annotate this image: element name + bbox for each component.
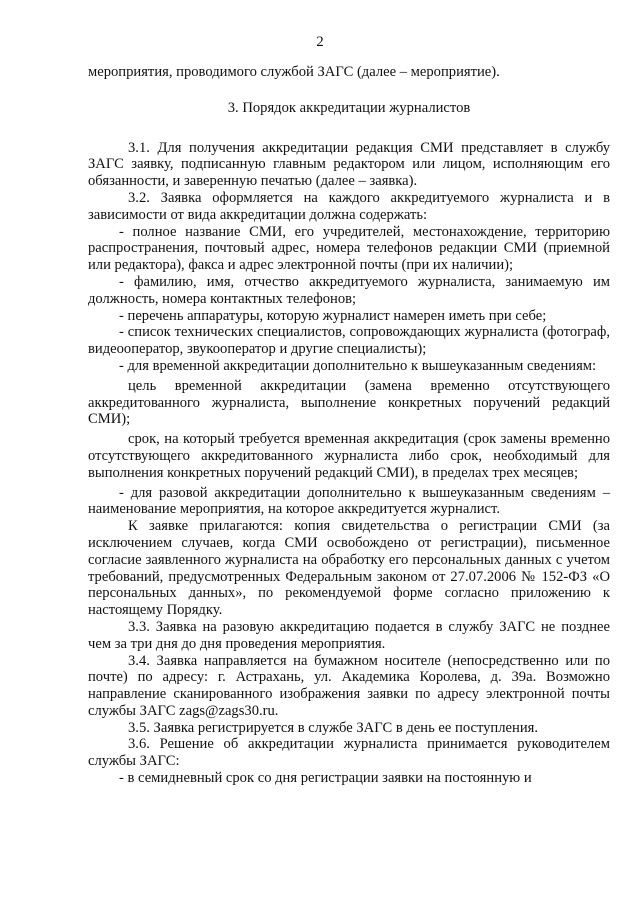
paragraph-3-2: 3.2. Заявка оформляется на каждого аккредитуемого журналиста и в зависимости от вида аккредитации должна содержать:	[88, 189, 610, 223]
list-item: - перечень аппаратуры, которую журналист намерен иметь при себе;	[119, 307, 547, 324]
intro-line: мероприятия, проводимого службой ЗАГС (далее – мероприятие).	[88, 64, 500, 80]
paragraph-3-5: 3.5. Заявка регистрируется в службе ЗАГС в день ее поступления.	[128, 719, 538, 736]
list-item: - в семидневный срок со дня регистрации заявки на постоянную и	[119, 770, 532, 787]
paragraph-3-4: 3.4. Заявка направляется на бумажном носителе (непосредственно или по почте) по адресу: г. Астрахань, ул. Академика Королева, д. 39а. Возможно направление сканированного изображения заявки по адресу электронной почты службы ЗАГС zags@zags30.ru.	[88, 652, 610, 719]
section-heading: 3. Порядок аккредитации журналистов	[227, 99, 471, 116]
list-item: - для разовой аккредитации дополнительно к вышеуказанным сведениям – наименование мероприятия, на которое аккредитуется журналист.	[88, 484, 610, 518]
list-item: - полное название СМИ, его учредителей, местонахождение, территорию распространения, почтовый адрес, номера телефонов редакции СМИ (приемной или редактора), факса и адрес электронной почты (при их наличии);	[88, 223, 610, 274]
sub-item: цель временной аккредитации (замена временно отсутствующего аккредитованного журналиста, выполнение конкретных поручений редакций СМИ);	[88, 377, 610, 428]
document-body	[88, 64, 610, 787]
sub-item: срок, на который требуется временная аккредитация (срок замены временно отсутствующего аккредитованного журналиста либо срок, необходимый для выполнения конкретных поручений редакций СМИ), в пределах трех месяцев;	[88, 431, 610, 481]
list-item: - фамилию, имя, отчество аккредитуемого журналиста, занимаемую им должность, номера контактных телефонов;	[88, 273, 610, 307]
paragraph-3-6: 3.6. Решение об аккредитации журналиста принимается руководителем службы ЗАГС:	[88, 736, 610, 770]
list-item: - для временной аккредитации дополнительно к вышеуказанным сведениям:	[119, 357, 597, 374]
paragraph-3-1: 3.1. Для получения аккредитации редакция СМИ представляет в службу ЗАГС заявку, подписанную главным редактором или лицом, исполняющим его обязанности, и заверенную печатью (далее – заявка).	[88, 139, 610, 190]
list-item: - список технических специалистов, сопровождающих журналиста (фотограф, видеооператор, звукооператор и другие специалисты);	[88, 324, 610, 358]
paragraph-3-3: 3.3. Заявка на разовую аккредитацию подается в службу ЗАГС не позднее чем за три дня до дня проведения мероприятия.	[88, 618, 610, 652]
attachments-paragraph: К заявке прилагаются: копия свидетельства о регистрации СМИ (за исключением случаев, когда СМИ освобождено от регистрации), письменное согласие заявленного журналиста на обработку его персональных данных с учетом требований, предусмотренных Федеральным законом от 27.07.2006 № 152-ФЗ «О персональных данных», по рекомендуемой форме согласно приложению к настоящему Порядку.	[88, 518, 610, 619]
page-number: 2	[316, 34, 324, 50]
